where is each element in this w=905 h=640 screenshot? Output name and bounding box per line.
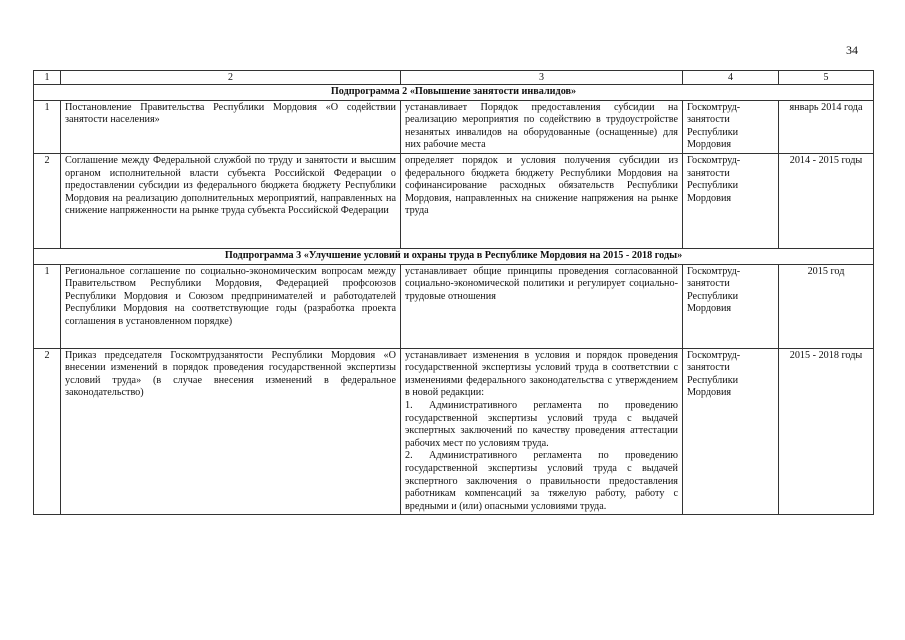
description-paragraph: определяет порядок и условия получения субсидии из федерального бюджета бюджету Республики Мордовия на софинансирование расходных обязательств Республики Мордовия, направленных на снижение напряжения на рынке труда [405, 154, 678, 217]
header-col-1: 1 [34, 71, 61, 85]
deadline: 2015 - 2018 годы [779, 348, 874, 515]
table-row [34, 100, 874, 153]
section-heading-row [34, 248, 874, 264]
row-number: 1 [34, 100, 61, 153]
executor: Госкомтруд-занятости Республики Мордовия [683, 100, 779, 153]
section-title: Подпрограмма 3 «Улучшение условий и охраны труда в Республике Мордовия на 2015 - 2018 годы» [34, 248, 874, 264]
act-description [401, 153, 683, 248]
executor: Госкомтруд-занятости Республики Мордовия [683, 348, 779, 515]
row-number: 2 [34, 348, 61, 515]
act-name: Приказ председателя Госкомтрудзанятости Республики Мордовия «О внесении изменений в порядок проведения государственной экспертизы условий труда» (в случае внесения изменений в федеральное законодательство) [61, 348, 401, 515]
act-description [401, 264, 683, 348]
act-name: Региональное соглашение по социально-экономическим вопросам между Правительством Республики Мордовия, Федерацией профсоюзов Республики Мордовия и Союзом предпринимателей и работодателей Республики Мордовия на соответствующие годы (разработка проекта соглашения в установленном порядке) [61, 264, 401, 348]
header-col-2: 2 [61, 71, 401, 85]
act-name: Постановление Правительства Республики Мордовия «О содействии занятости населения» [61, 100, 401, 153]
table-row [34, 348, 874, 515]
row-number: 2 [34, 153, 61, 248]
deadline: 2015 год [779, 264, 874, 348]
table-row [34, 264, 874, 348]
description-paragraph: устанавливает Порядок предоставления субсидии на реализацию мероприятия по содействию в трудоустройстве незанятых инвалидов на оборудованные (оснащенные) для них рабочие места [405, 101, 678, 151]
header-col-4: 4 [683, 71, 779, 85]
section-heading-row [34, 85, 874, 101]
page-number: 34 [846, 43, 858, 57]
executor: Госкомтруд-занятости Республики Мордовия [683, 153, 779, 248]
deadline: январь 2014 года [779, 100, 874, 153]
table-row [34, 153, 874, 248]
description-paragraph: устанавливает изменения в условия и порядок проведения государственной экспертизы условий труда в соответствии с изменениями федерального законодательства с утверждением в новой редакции: [405, 349, 678, 399]
description-paragraph: 2. Административного регламента по проведению государственной экспертизы условий труда с выдачей экспертного заключения о правильности предоставления работникам компенсаций за тяжелую работу, работу с вредными и (или) опасными условиями труда. [405, 450, 678, 512]
program-measures-table [33, 70, 874, 515]
header-col-5: 5 [779, 71, 874, 85]
act-name: Соглашение между Федеральной службой по труду и занятости и высшим органом исполнительной власти субъекта Российской Федерации о предоставлении субсидии из федерального бюджета бюджету Республики Мордовия на реализацию дополнительных мероприятий, направленных на снижение напряженности на рынке труда субъекта Российской Федерации [61, 153, 401, 248]
row-number: 1 [34, 264, 61, 348]
act-description [401, 348, 683, 515]
description-paragraph: 1. Административного регламента по проведению государственной экспертизы условий труда с выдачей экспертных заключений по качеству проведения аттестации рабочих мест по условиям труда. [405, 399, 678, 449]
act-description [401, 100, 683, 153]
description-paragraph: устанавливает общие принципы проведения согласованной социально-экономической политики и регулирует социально-трудовые отношения [405, 265, 678, 302]
table-header-row [34, 71, 874, 85]
executor: Госкомтруд-занятости Республики Мордовия [683, 264, 779, 348]
section-title: Подпрограмма 2 «Повышение занятости инвалидов» [34, 85, 874, 101]
header-col-3: 3 [401, 71, 683, 85]
deadline: 2014 - 2015 годы [779, 153, 874, 248]
